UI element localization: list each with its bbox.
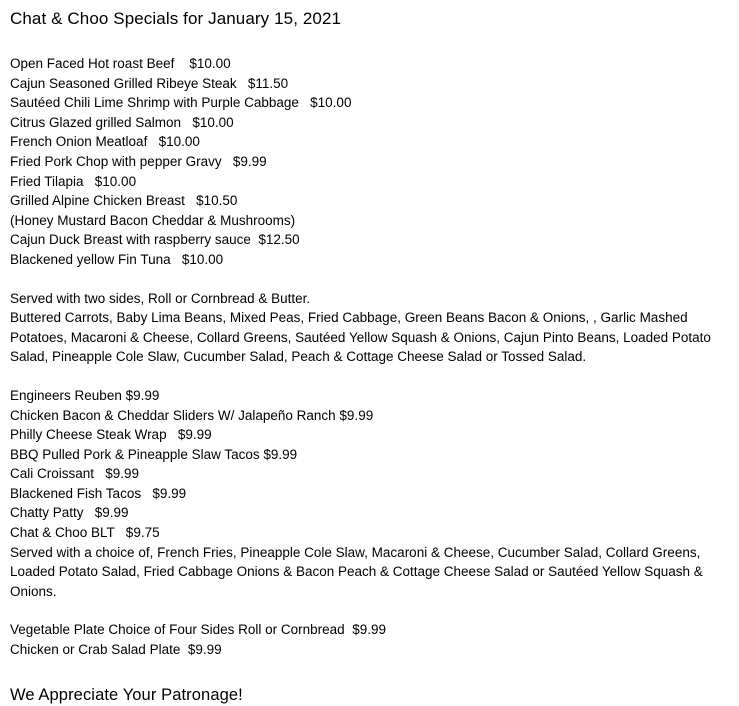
list-item: Sautéed Chili Lime Shrimp with Purple Cabbage $10.00 (10, 95, 352, 111)
list-item: Cali Croissant $9.99 (10, 466, 140, 482)
closing-message: We Appreciate Your Patronage! (10, 685, 243, 704)
list-item: Fried Pork Chop with pepper Gravy $9.99 (10, 153, 267, 169)
page-title: Chat & Choo Specials for January 15, 2021 (10, 9, 342, 28)
list-item: Chat & Choo BLT $9.75 (10, 525, 160, 541)
list-item: Vegetable Plate Choice of Four Sides Roll or Cornbread $9.99 (10, 622, 386, 638)
sides-paragraph: Buttered Carrots, Baby Lima Beans, Mixed Peas, Fried Cabbage, Green Beans Bacon & Onions, , Garlic Mashed Potatoes, Macaroni & Cheese, Collard Greens, Sautéed Yellow Squash & Onions, Cajun Pinto Beans, Loaded Potato Salad, Pineapple Cole Slaw, Cucumber Salad, Peach & Cottage Cheese Salad or Tossed Salad. (10, 310, 711, 365)
list-item: Open Faced Hot roast Beef $10.00 (10, 56, 231, 71)
list-item: French Onion Meatloaf $10.00 (10, 134, 200, 150)
spacer (8, 270, 729, 289)
entree-list (8, 54, 729, 270)
sides-section (8, 289, 729, 367)
sandwich-sides-paragraph: Served with a choice of, French Fries, Pineapple Cole Slaw, Macaroni & Cheese, Cucumber Salad, Collard Greens, Loaded Potato Salad, Fried Cabbage Onions & Bacon Peach & Cottage Cheese Salad or Sautéed Yellow Squash & Onions. (10, 544, 703, 599)
sides-intro: Served with two sides, Roll or Cornbread & Butter. (10, 290, 311, 306)
list-item: Engineers Reuben $9.99 (10, 387, 160, 403)
list-item: Citrus Glazed grilled Salmon $10.00 (10, 114, 234, 130)
spacer (8, 660, 729, 684)
spacer (8, 601, 729, 620)
list-item: Chicken Bacon & Cheddar Sliders W/ Jalapeño Ranch $9.99 (10, 407, 374, 423)
plate-list (8, 620, 729, 659)
sandwich-list (8, 386, 729, 602)
list-item: Chicken or Crab Salad Plate $9.99 (10, 642, 222, 658)
list-item: Chatty Patty $9.99 (10, 505, 129, 521)
list-item: Blackened Fish Tacos $9.99 (10, 485, 187, 501)
list-item: Blackened yellow Fin Tuna $10.00 (10, 251, 224, 267)
list-item: Cajun Seasoned Grilled Ribeye Steak $11.50 (10, 75, 289, 91)
list-item: BBQ Pulled Pork & Pineapple Slaw Tacos $9.99 (10, 446, 298, 462)
spacer (8, 367, 729, 386)
list-item: Cajun Duck Breast with raspberry sauce $12.50 (10, 232, 300, 248)
spacer (8, 30, 729, 54)
list-item: Philly Cheese Steak Wrap $9.99 (10, 427, 212, 443)
list-item: Grilled Alpine Chicken Breast $10.50 (10, 193, 238, 209)
list-item: (Honey Mustard Bacon Cheddar & Mushrooms) (10, 212, 296, 228)
list-item: Fried Tilapia $10.00 (10, 173, 137, 189)
